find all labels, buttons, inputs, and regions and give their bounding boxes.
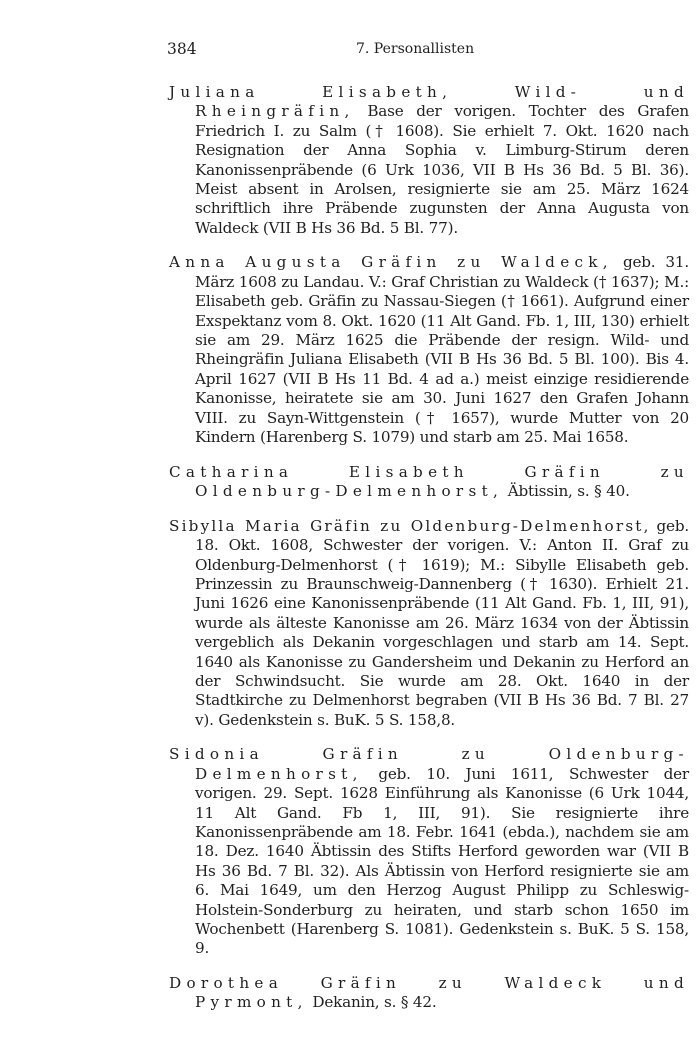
list-entry: [169, 83, 689, 238]
entry-text: Base der vorigen. Tochter des Grafen Friedrich I. zu Salm († 1608). Sie erhielt 7. Okt. 1620 nach Resignation der Anna Sophia v. Limburg-Stirum deren Kanonissenpräbende (6 Urk 1036, VII B Hs 36 Bd. 5 Bl. 36). Meist absent in Arolsen, resignierte sie am 25. März 1624 schriftlich ihre Präbende zugunsten der Anna Augusta von Waldeck (VII B Hs 36 Bd. 5 Bl. 77).: [195, 102, 689, 237]
entry-name: Anna Augusta Gräfin zu Waldeck,: [169, 253, 613, 272]
list-entry: [169, 253, 689, 447]
list-entry: [169, 463, 689, 502]
personnel-list: [169, 83, 689, 1017]
entry-name: Sibylla Maria Gräfin zu Oldenburg-Delmenhorst,: [169, 516, 651, 535]
list-entry: [169, 517, 689, 730]
list-entry: [169, 974, 689, 1013]
entry-name: Juliana Elisabeth, Wild- und Rheingräfin,: [169, 83, 689, 121]
entry-name: Sidonia Gräfin zu Oldenburg-Delmenhorst,: [169, 745, 689, 783]
entry-text: Dekanin, s. § 42.: [307, 993, 437, 1012]
entry-text: geb. 31. März 1608 zu Landau. V.: Graf Christian zu Waldeck († 1637); M.: Elisabeth geb. Gräfin zu Nassau-Siegen († 1661). Aufgrund einer Exspektanz vom 8. Okt. 1620 (11 Alt Gand. Fb. 1, III, 130) erhielt sie am 29. März 1625 die Präbende der resign. Wild- und Rheingräfin Juliana Elisabeth (VII B Hs 36 Bd. 5 Bl. 100). Bis 4. April 1627 (VII B Hs 11 Bd. 4 ad a.) meist einzige residierende Kanonisse, heiratete sie am 30. Juni 1627 den Grafen Johann VIII. zu Sayn-Wittgenstein († 1657), wurde Mutter von 20 Kindern (Harenberg S. 1079) und starb am 25. Mai 1658.: [195, 253, 689, 447]
entry-text: Äbtissin, s. § 40.: [503, 482, 630, 501]
running-title: 7. Personallisten: [356, 41, 475, 57]
entry-text: geb. 18. Okt. 1608, Schwester der vorigen. V.: Anton II. Graf zu Oldenburg-Delmenhorst († 1619); M.: Sibylle Elisabeth geb. Prinzessin zu Braunschweig-Dannenberg († 1630). Erhielt 21. Juni 1626 eine Kanonissenpräbende (11 Alt Gand. Fb. 1, III, 91), wurde als älteste Kanonisse am 26. März 1634 von der Äbtissin vergeblich als Dekanin vorgeschlagen und starb am 14. Sept. 1640 als Kanonisse zu Gandersheim und Dekanin zu Herford an der Schwindsucht. Sie wurde am 28. Okt. 1640 in der Stadtkirche zu Delmenhorst begraben (VII B Hs 36 Bd. 7 Bl. 27 v). Gedenkstein s. BuK. 5 S. 158,8.: [195, 516, 689, 729]
entry-text: geb. 10. Juni 1611, Schwester der vorigen. 29. Sept. 1628 Einführung als Kanonisse (6 Urk 1044, 11 Alt Gand. Fb 1, III, 91). Sie resignierte ihre Kanonissenpräbende am 18. Febr. 1641 (ebda.), nachdem sie am 18. Dez. 1640 Äbtissin des Stifts Herford geworden war (VII B Hs 36 Bd. 7 Bl. 32). Als Äbtissin von Herford resignierte sie am 6. Mai 1649, um den Herzog August Philipp zu Schleswig-Holstein-Sonderburg zu heiraten, und starb schon 1650 im Wochenbett (Harenberg S. 1081). Gedenkstein s. BuK. 5 S. 158, 9.: [195, 764, 689, 958]
entry-name: Catharina Elisabeth Gräfin zu Oldenburg-Delmenhorst,: [169, 462, 689, 501]
entry-name: Dorothea Gräfin zu Waldeck und Pyrmont,: [169, 974, 689, 1012]
list-entry: [169, 745, 689, 958]
page-number: 384: [167, 40, 197, 58]
